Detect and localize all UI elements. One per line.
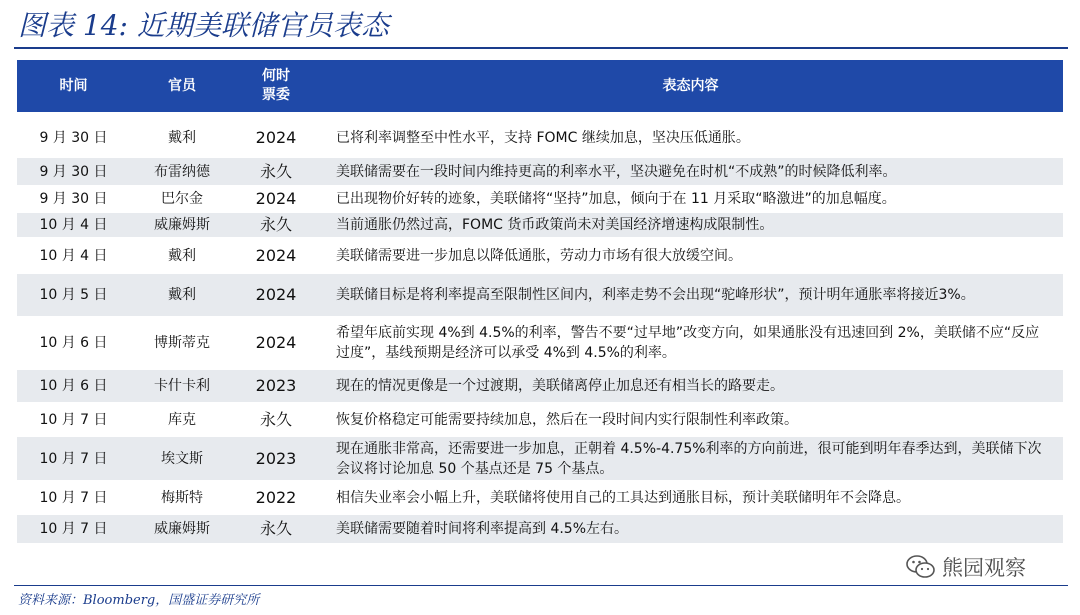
cell-time: 10 月 6 日	[17, 316, 130, 370]
cell-content: 已将利率调整至中性水平，支持 FOMC 继续加息，坚决压低通胀。	[318, 118, 1063, 158]
cell-content: 美联储需要在一段时间内维持更高的利率水平，坚决避免在时机“不成熟”的时候降低利率。	[318, 158, 1063, 185]
table-row	[17, 480, 1063, 515]
cell-term: 永久	[234, 515, 318, 543]
source-note: 资料来源：Bloomberg，国盛证券研究所	[18, 593, 260, 608]
cell-official: 戴利	[130, 237, 234, 274]
cell-official: 梅斯特	[130, 480, 234, 515]
statements-table	[17, 60, 1063, 543]
cell-official: 布雷纳德	[130, 158, 234, 185]
table-row	[17, 370, 1063, 402]
cell-time: 10 月 4 日	[17, 237, 130, 274]
cell-time: 10 月 7 日	[17, 515, 130, 543]
watermark-text: 熊园观察	[942, 556, 1026, 580]
cell-official: 巴尔金	[130, 185, 234, 213]
cell-content: 现在的情况更像是一个过渡期，美联储离停止加息还有相当长的路要走。	[318, 370, 1063, 402]
cell-content: 已出现物价好转的迹象，美联储将“坚持”加息，倾向于在 11 月采取“略激进”的加息幅度。	[318, 185, 1063, 213]
table-row	[17, 515, 1063, 543]
cell-official: 卡什卡利	[130, 370, 234, 402]
cell-term: 永久	[234, 158, 318, 185]
cell-term: 2024	[234, 185, 318, 213]
table-row	[17, 402, 1063, 437]
cell-time: 10 月 7 日	[17, 402, 130, 437]
header-content: 表态内容	[662, 77, 719, 94]
source-divider	[14, 585, 1068, 586]
title-divider	[14, 47, 1068, 49]
table-body	[17, 112, 1063, 543]
cell-term: 2024	[234, 316, 318, 370]
table-row	[17, 437, 1063, 480]
cell-time: 9 月 30 日	[17, 185, 130, 213]
wechat-icon	[906, 554, 936, 580]
watermark	[906, 551, 1030, 583]
cell-official: 戴利	[130, 118, 234, 158]
table-row	[17, 185, 1063, 213]
cell-official: 威廉姆斯	[130, 213, 234, 237]
table-row	[17, 316, 1063, 370]
header-official: 官员	[168, 77, 196, 94]
header-time: 时间	[59, 77, 88, 94]
figure-title: 图表 14: 近期美联储官员表态	[18, 9, 389, 42]
cell-content: 美联储需要进一步加息以降低通胀，劳动力市场有很大放缓空间。	[318, 237, 1063, 274]
cell-term: 永久	[234, 402, 318, 437]
cell-content: 相信失业率会小幅上升，美联储将使用自己的工具达到通胀目标，预计美联储明年不会降息。	[318, 480, 1063, 515]
cell-time: 9 月 30 日	[17, 118, 130, 158]
table-row	[17, 237, 1063, 274]
table-row	[17, 158, 1063, 185]
table-header-row	[17, 60, 1063, 112]
cell-content: 美联储目标是将利率提高至限制性区间内，利率走势不会出现“驼峰形状”，预计明年通胀率将接近3%。	[318, 274, 1063, 316]
cell-official: 戴利	[130, 274, 234, 316]
cell-time: 10 月 6 日	[17, 370, 130, 402]
cell-official: 威廉姆斯	[130, 515, 234, 543]
cell-term: 2023	[234, 437, 318, 480]
cell-time: 10 月 5 日	[17, 274, 130, 316]
cell-official: 博斯蒂克	[130, 316, 234, 370]
cell-term: 永久	[234, 213, 318, 237]
cell-content: 恢复价格稳定可能需要持续加息，然后在一段时间内实行限制性利率政策。	[318, 402, 1063, 437]
cell-time: 10 月 7 日	[17, 437, 130, 480]
header-term: 何时 票委	[262, 68, 290, 103]
table-row	[17, 213, 1063, 237]
cell-official: 埃文斯	[130, 437, 234, 480]
cell-content: 美联储需要随着时间将利率提高到 4.5%左右。	[318, 515, 1063, 543]
cell-content: 当前通胀仍然过高，FOMC 货币政策尚未对美国经济增速构成限制性。	[318, 213, 1063, 237]
cell-term: 2023	[234, 370, 318, 402]
cell-term: 2024	[234, 274, 318, 316]
cell-content: 现在通胀非常高，还需要进一步加息，正朝着 4.5%-4.75%利率的方向前进，很可能到明年春季达到，美联储下次会议将讨论加息 50 个基点还是 75 个基点。	[318, 437, 1063, 480]
cell-term: 2022	[234, 480, 318, 515]
cell-official: 库克	[130, 402, 234, 437]
cell-content: 希望年底前实现 4%到 4.5%的利率，警告不要“过早地”改变方向，如果通胀没有迅速回到 2%，美联储不应“反应过度”，基线预期是经济可以承受 4%到 4.5%的利率。	[318, 316, 1063, 370]
cell-time: 9 月 30 日	[17, 158, 130, 185]
cell-time: 10 月 7 日	[17, 480, 130, 515]
cell-term: 2024	[234, 118, 318, 158]
cell-term: 2024	[234, 237, 318, 274]
cell-time: 10 月 4 日	[17, 213, 130, 237]
table-row	[17, 118, 1063, 158]
table-row	[17, 274, 1063, 316]
